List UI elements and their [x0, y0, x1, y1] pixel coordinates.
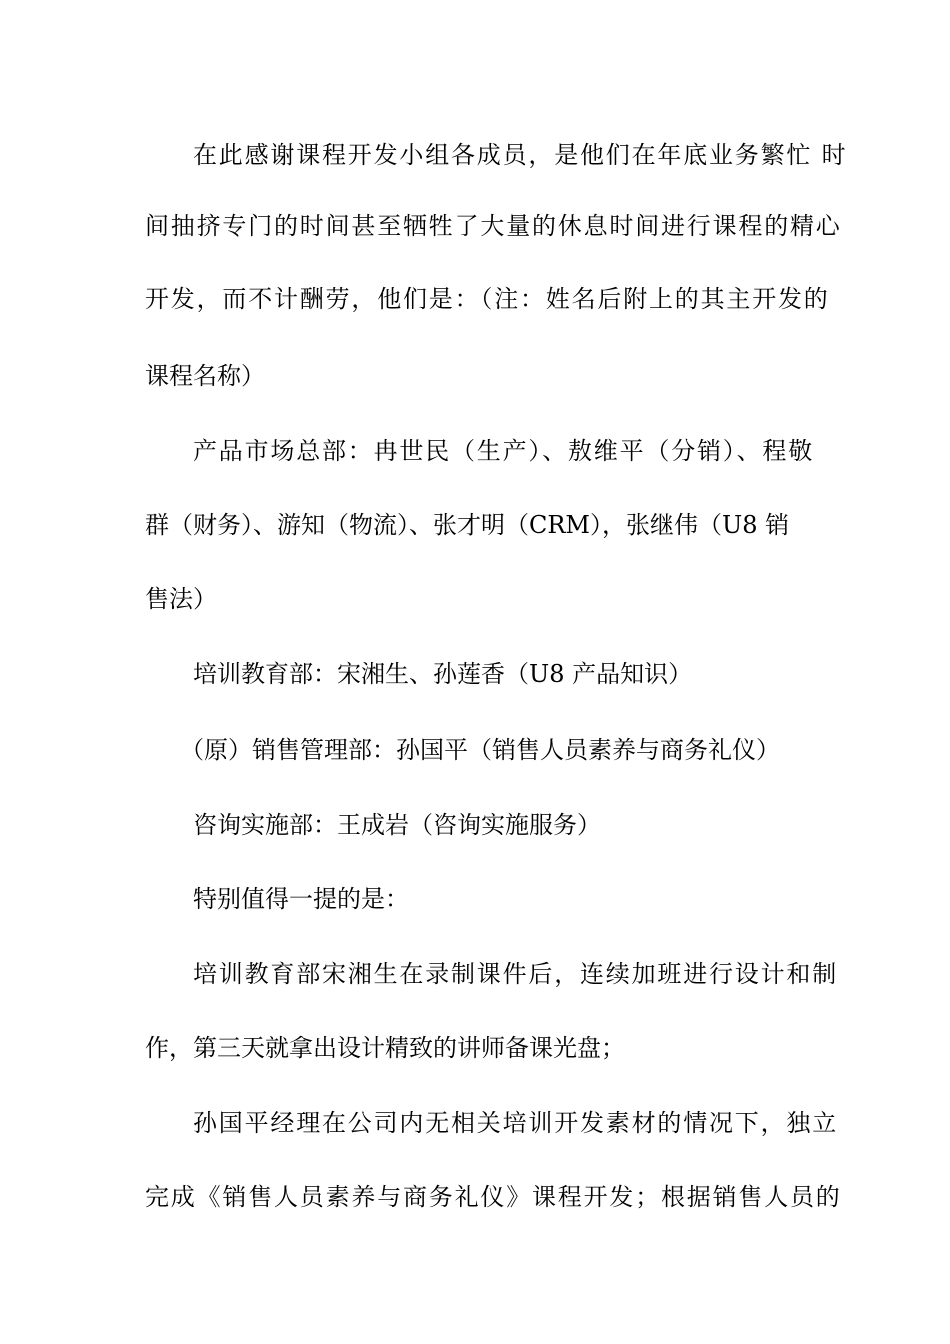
text-line-content: 咨询实施部：王成岩（咨询实施服务）	[193, 811, 601, 839]
text-line-content: 在此感谢课程开发小组各成员，是他们在年底业务繁忙 时	[193, 141, 848, 169]
text-line	[0, 954, 950, 994]
text-line-content: 培训教育部宋湘生在录制课件后，连续加班进行设计和制	[193, 960, 838, 988]
text-line-content: 培训教育部：宋湘生、孙莲香（U8 产品知识）	[193, 660, 693, 688]
text-line	[0, 579, 950, 619]
text-line-content: 孙国平经理在公司内无相关培训开发素材的情况下，独立	[193, 1109, 838, 1137]
text-line-content: 课程名称）	[145, 362, 265, 390]
text-line	[0, 654, 950, 694]
text-line	[0, 879, 950, 919]
text-line	[0, 505, 950, 545]
text-line	[0, 805, 950, 845]
text-line	[0, 206, 950, 246]
text-line	[0, 1103, 950, 1143]
text-line-content: （原）销售管理部：孙国平（销售人员素养与商务礼仪）	[180, 736, 780, 764]
text-line-content: 售法）	[145, 585, 217, 613]
text-line	[0, 1177, 950, 1217]
text-line	[0, 356, 950, 396]
text-line-content: 产品市场总部：冉世民（生产）、敖维平（分销）、程敬	[193, 437, 814, 465]
text-line-content: 完成《销售人员素养与商务礼仪》课程开发；根据销售人员的	[145, 1183, 842, 1211]
text-line-content: 作，第三天就拿出设计精致的讲师备课光盘；	[145, 1034, 625, 1062]
text-line-content: 群（财务）、游知（物流）、张才明（CRM），张继伟（U8 销	[145, 511, 790, 539]
text-line	[0, 1028, 950, 1068]
text-line-content: 开发，而不计酬劳，他们是：（注：姓名后附上的其主开发的	[145, 285, 830, 313]
text-line	[0, 431, 950, 471]
text-line	[0, 135, 950, 175]
text-line	[0, 730, 950, 770]
text-line	[0, 279, 950, 319]
text-line-content: 特别值得一提的是：	[193, 885, 409, 913]
text-line-content: 间抽挤专门的时间甚至牺牲了大量的休息时间进行课程的精心	[145, 212, 842, 240]
